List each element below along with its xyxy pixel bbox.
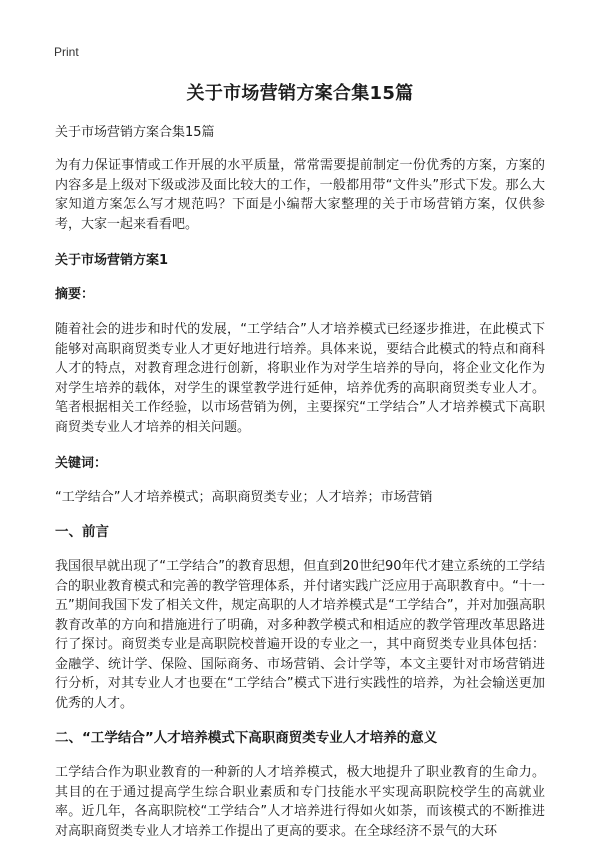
section-2-heading: 二、“工学结合”人才培养模式下高职商贸类专业人才培养的意义 [55,730,438,746]
print-link[interactable]: Print [54,45,79,59]
plan-heading: 关于市场营销方案1 [55,253,169,268]
document-title: 关于市场营销方案合集15篇 [186,83,414,104]
document-subtitle: 关于市场营销方案合集15篇 [55,125,215,140]
abstract-paragraph: 随着社会的进步和时代的发展，“工学结合”人才培养模式已经逐步推进，在此模式下能够对高职商贸类专业人才更好地进行培养。具体来说，要结合此模式的特点和商科人才的特点，对教育理念进行创新，将职业作为对学生培养的导向，将企业文化作为对学生培养的载体，对学生的课堂教学进行延伸，培养优秀的高职商贸类专业人才。笔者根据相关工作经验，以市场营销为例，主要探究“工学结合”人才培养模式下高职商贸类专业人才培养的相关问题。 [55,322,545,435]
abstract-label: 摘要： [55,287,95,302]
intro-paragraph: 为有力保证事情或工作开展的水平质量，常常需要提前制定一份优秀的方案，方案的内容多是上级对下级或涉及面比较大的工作，一般都用带“文件头”形式下发。那么大家知道方案怎么写才规范吗？下面是小编帮大家整理的关于市场营销方案，仅供参考，大家一起来看看吧。 [55,158,545,232]
section-1-heading: 一、前言 [55,524,109,540]
keywords-text: “工学结合”人才培养模式；高职商贸类专业；人才培养；市场营销 [55,490,433,505]
section-2-paragraph: 工学结合作为职业教育的一种新的人才培养模式，极大地提升了职业教育的生命力。其目的在于通过提高学生综合职业素质和专门技能水平实现高职院校学生的高就业率。近几年，各高职院校“工学结合”人才培养进行得如火如荼，而该模式的不断推进对高职商贸类专业人才培养工作提出了更高的要求。在全球经济不景气的大环 [55,765,545,839]
section-1-paragraph: 我国很早就出现了“工学结合”的教育思想，但直到20世纪90年代才建立系统的工学结合的职业教育模式和完善的教学管理体系，并付诸实践广泛应用于高职教育中。“十一五”期间我国下发了相关文件，规定高职的人才培养模式是“工学结合”，并对加强高职教育改革的方向和措施进行了明确，对多种教学模式和相适应的教学管理改革思路进行了探讨。商贸类专业是高职院校普遍开设的专业之一，其中商贸类专业具体包括：金融学、统计学、保险、国际商务、市场营销、会计学等，本文主要针对市场营销进行分析，对其专业人才也要在“工学结合”模式下进行实践性的培养，为社会输送更加优秀的人才。 [55,559,545,711]
keywords-label: 关键词： [55,456,108,471]
